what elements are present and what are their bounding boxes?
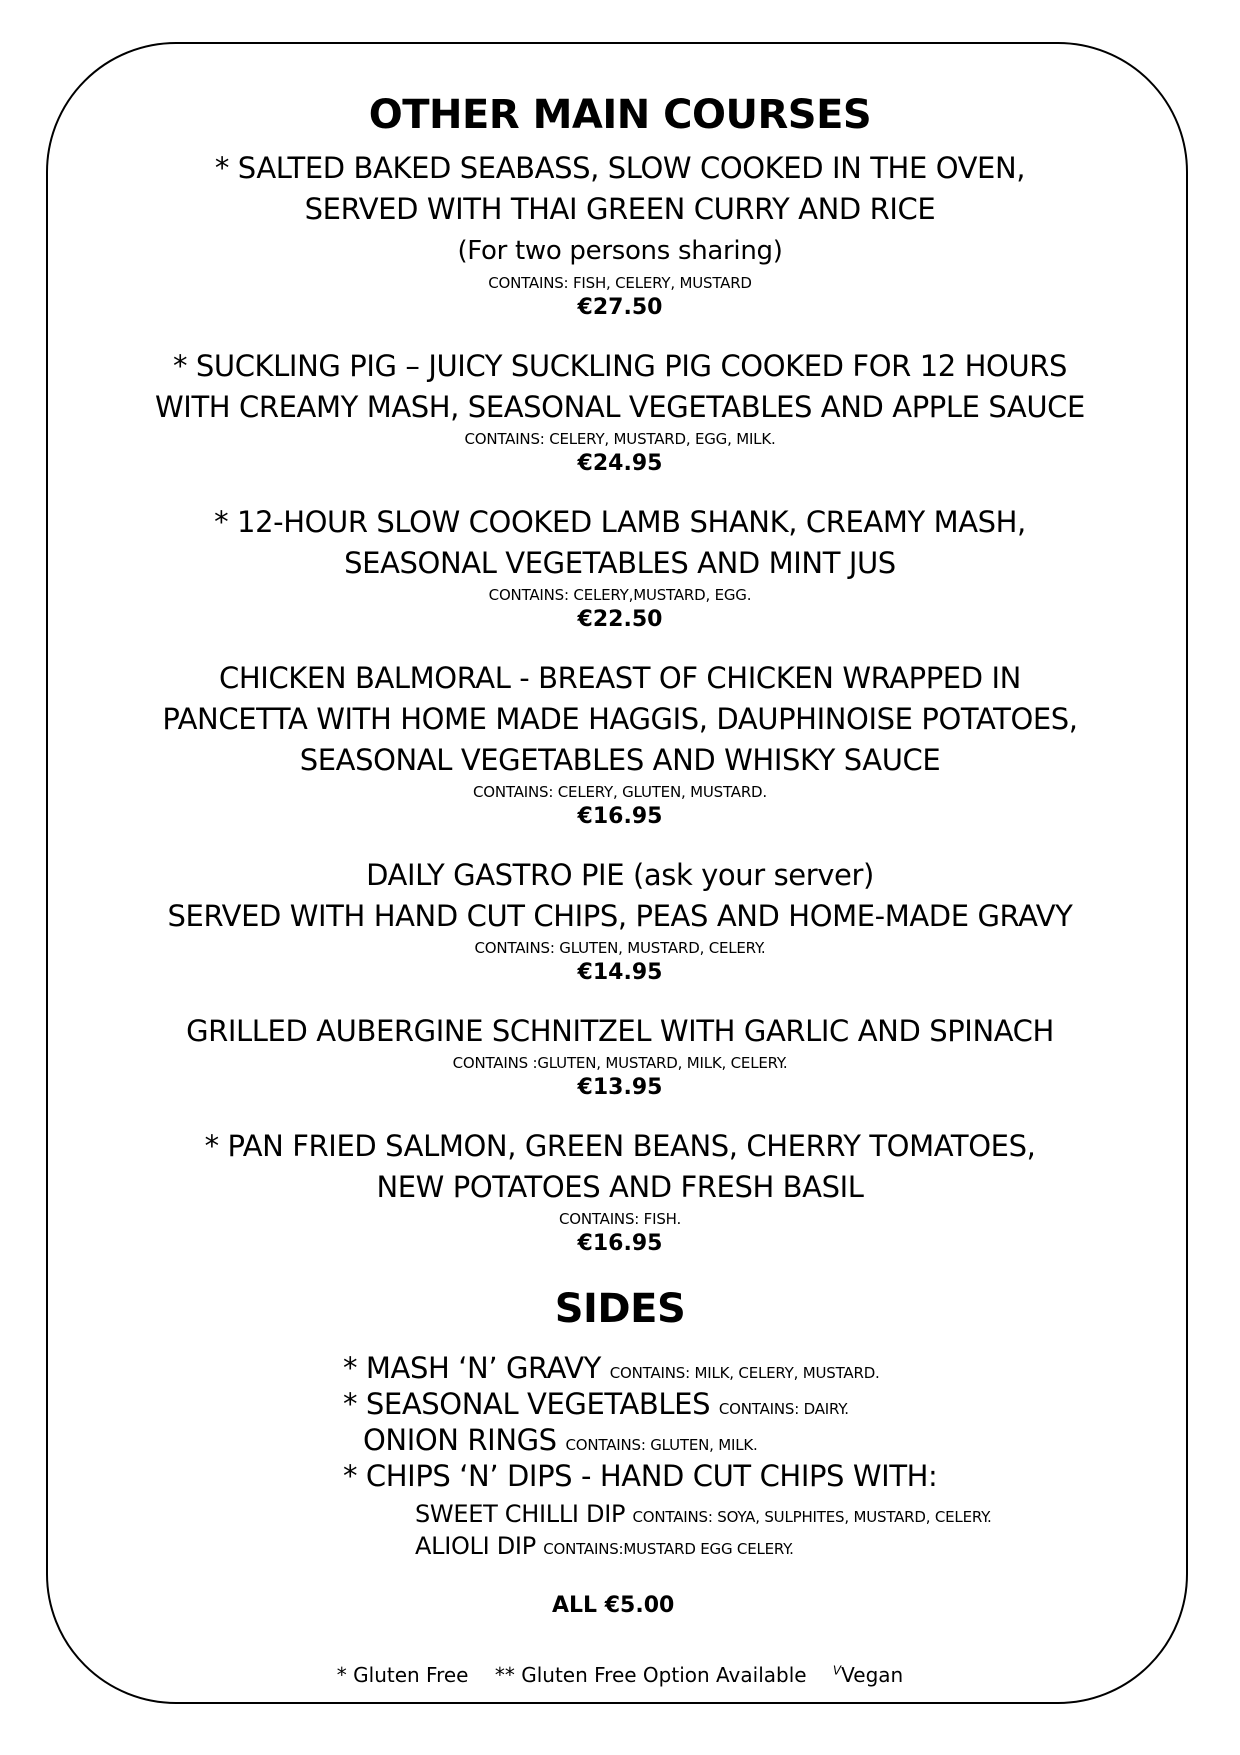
dish-price: €13.95: [577, 1075, 663, 1100]
dish-description-line: SEASONAL VEGETABLES AND WHISKY SAUCE: [299, 743, 941, 777]
dish-item: [70, 502, 1170, 634]
legend-vegan-label: Vegan: [841, 1662, 904, 1687]
dish-item: [70, 346, 1170, 478]
dish-description-line: CHICKEN BALMORAL - BREAST OF CHICKEN WRAPPED IN: [219, 661, 1021, 695]
dish-description-line: * 12-HOUR SLOW COOKED LAMB SHANK, CREAMY MASH,: [214, 505, 1026, 539]
main-courses-title: OTHER MAIN COURSES: [368, 92, 872, 138]
dish-allergens: CONTAINS: CELERY,MUSTARD, EGG.: [488, 586, 752, 604]
side-item-contains: CONTAINS: GLUTEN, MILK.: [565, 1436, 758, 1454]
dish-allergens: CONTAINS: FISH.: [558, 1210, 682, 1228]
sides-price: ALL €5.00: [552, 1593, 675, 1618]
dish-description-line: SEASONAL VEGETABLES AND MINT JUS: [344, 546, 896, 580]
dish-description-line: * PAN FRIED SALMON, GREEN BEANS, CHERRY TOMATOES,: [204, 1129, 1036, 1163]
dish-item: [70, 1126, 1170, 1258]
dish-description-line: * SALTED BAKED SEABASS, SLOW COOKED IN THE OVEN,: [214, 151, 1026, 185]
side-item: [343, 1386, 849, 1427]
dietary-legend: [0, 1657, 1240, 1688]
dip-item-contains: CONTAINS: SOYA, SULPHITES, MUSTARD, CELERY.: [632, 1508, 992, 1526]
side-item-name: * CHIPS ‘N’ DIPS - HAND CUT CHIPS WITH:: [343, 1459, 938, 1493]
side-item-name: ONION RINGS: [363, 1423, 557, 1457]
vegan-mark: V: [832, 1663, 842, 1677]
dish-item: [70, 148, 1170, 322]
legend-vegan: [833, 1663, 903, 1687]
side-item: [343, 1350, 880, 1391]
dish-price: €22.50: [577, 607, 663, 632]
legend-gluten-free-option: ** Gluten Free Option Available: [494, 1662, 807, 1687]
dish-description-line: NEW POTATOES AND FRESH BASIL: [376, 1170, 864, 1204]
dish-price: €27.50: [577, 295, 663, 320]
legend-gluten-free: * Gluten Free: [336, 1662, 469, 1687]
dish-description-line: GRILLED AUBERGINE SCHNITZEL WITH GARLIC AND SPINACH: [186, 1014, 1054, 1048]
sides-list: [70, 1350, 1170, 1620]
side-item-contains: CONTAINS: DAIRY.: [718, 1400, 849, 1418]
dish-allergens: CONTAINS: FISH, CELERY, MUSTARD: [488, 274, 752, 292]
side-item-contains: CONTAINS: MILK, CELERY, MUSTARD.: [609, 1364, 880, 1382]
side-item-name: * SEASONAL VEGETABLES: [343, 1387, 711, 1421]
dish-description-line: PANCETTA WITH HOME MADE HAGGIS, DAUPHINOISE POTATOES,: [162, 702, 1078, 736]
dish-item: [70, 855, 1170, 987]
side-item: [363, 1422, 758, 1463]
dip-item-name: SWEET CHILLI DIP: [415, 1500, 626, 1528]
dish-description-line: WITH CREAMY MASH, SEASONAL VEGETABLES AND APPLE SAUCE: [155, 390, 1085, 424]
menu-content: [70, 88, 1170, 1620]
dish-item: [70, 1011, 1170, 1102]
dish-description-line: DAILY GASTRO PIE (ask your server): [366, 858, 874, 892]
dish-allergens: CONTAINS :GLUTEN, MUSTARD, MILK, CELERY.: [452, 1054, 788, 1072]
dish-allergens: CONTAINS: CELERY, GLUTEN, MUSTARD.: [473, 783, 767, 801]
dip-item: [415, 1530, 794, 1565]
dish-price: €16.95: [577, 804, 663, 829]
dish-list: [70, 148, 1170, 1258]
dish-allergens: CONTAINS: GLUTEN, MUSTARD, CELERY.: [474, 939, 766, 957]
dip-item: [415, 1498, 992, 1533]
dish-allergens: CONTAINS: CELERY, MUSTARD, EGG, MILK.: [464, 430, 776, 448]
side-item-name: * MASH ‘N’ GRAVY: [343, 1351, 601, 1385]
dip-item-name: ALIOLI DIP: [415, 1532, 536, 1560]
dish-price: €24.95: [577, 451, 663, 476]
dish-description-line: SERVED WITH THAI GREEN CURRY AND RICE: [304, 192, 936, 226]
dish-price: €16.95: [577, 1231, 663, 1256]
dish-serving-note: (For two persons sharing): [457, 236, 783, 266]
sides-title: SIDES: [554, 1286, 686, 1332]
dish-description-line: * SUCKLING PIG – JUICY SUCKLING PIG COOKED FOR 12 HOURS: [172, 349, 1068, 383]
dish-description-line: SERVED WITH HAND CUT CHIPS, PEAS AND HOME-MADE GRAVY: [167, 899, 1073, 933]
side-item: [343, 1458, 937, 1494]
dish-price: €14.95: [577, 960, 663, 985]
dip-item-contains: CONTAINS:MUSTARD EGG CELERY.: [543, 1540, 794, 1558]
dish-item: [70, 658, 1170, 831]
